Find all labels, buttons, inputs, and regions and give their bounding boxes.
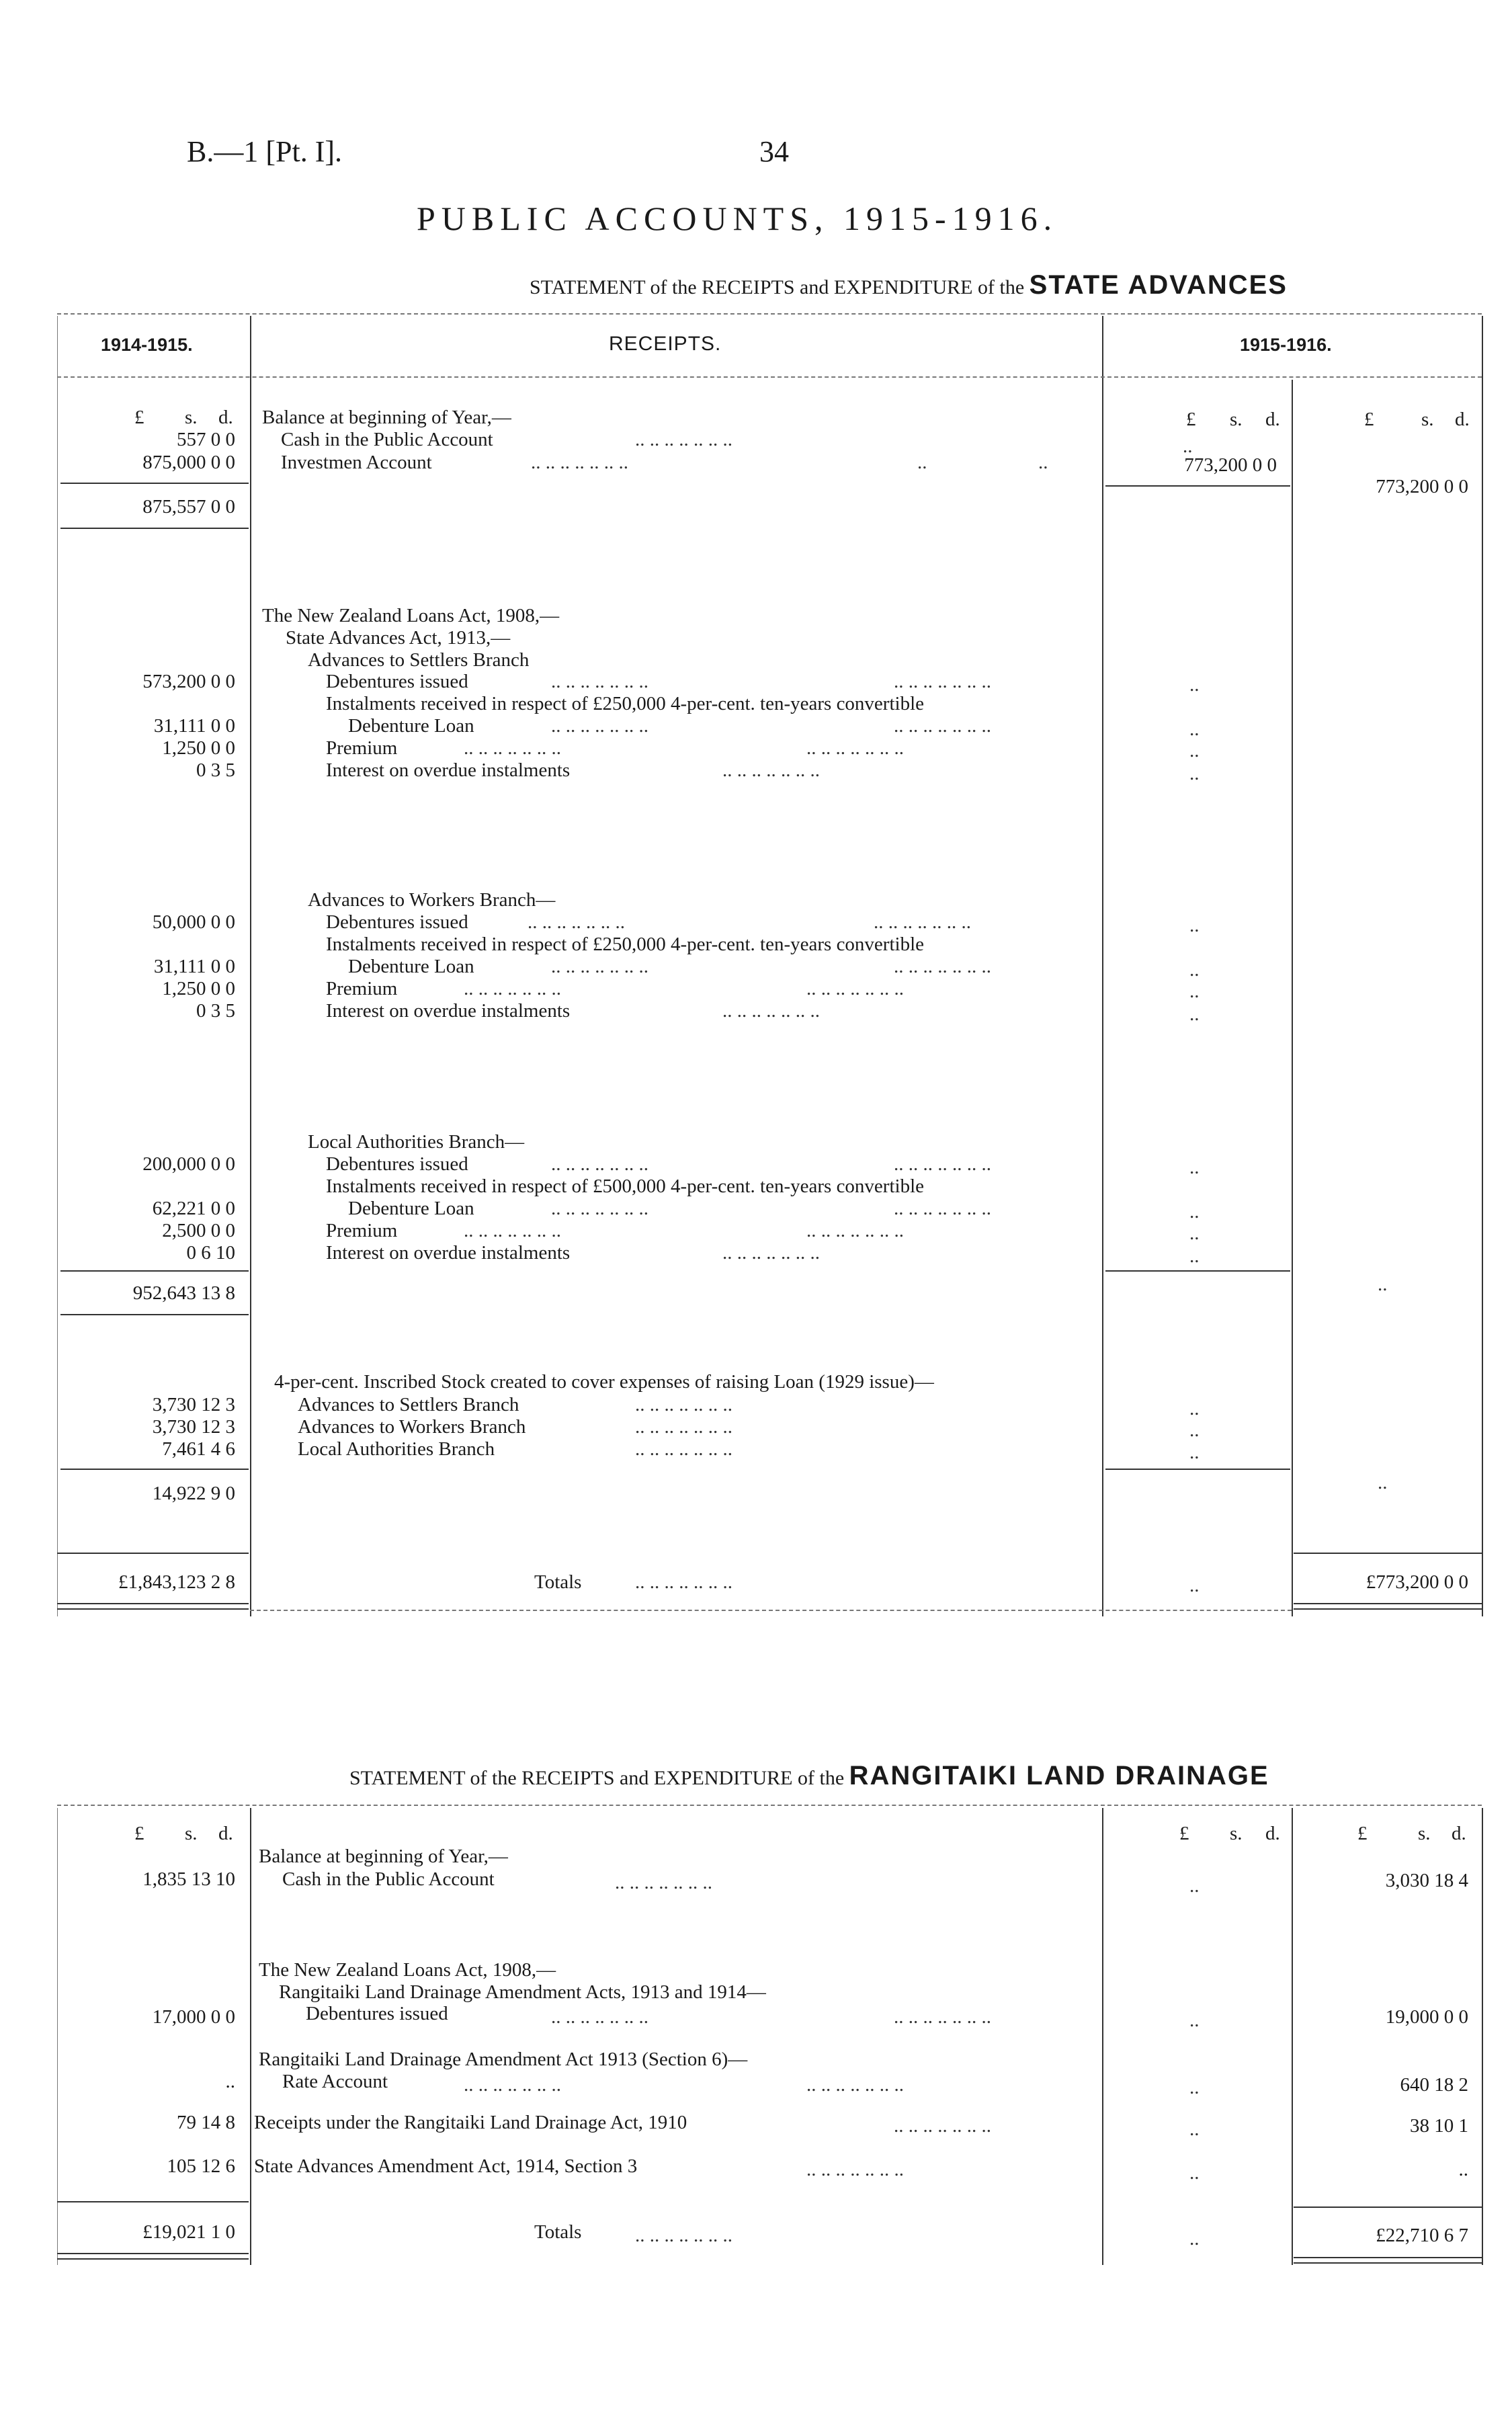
local-interest-label: Interest on overdue instalments xyxy=(326,1242,571,1264)
leader-dots: .. .. .. .. .. .. .. xyxy=(551,1153,648,1175)
pence-header: d. xyxy=(218,1823,233,1844)
settlers-interest-label: Interest on overdue instalments xyxy=(326,759,571,781)
statement-prefix: STATEMENT of the RECEIPTS and EXPENDITURE of the xyxy=(530,276,1025,298)
rangitaiki-cash-prev: 1,835 13 10 xyxy=(142,1868,235,1890)
statement-heading-state-advances xyxy=(530,270,1288,300)
local-premium-prev: 2,500 0 0 xyxy=(162,1220,235,1241)
rangitaiki-cash-label: Cash in the Public Account xyxy=(282,1868,495,1890)
pound-header: £ xyxy=(134,407,144,428)
document-reference: B.—1 [Pt. I]. xyxy=(187,135,342,168)
rangitaiki-totals-curr: £22,710 6 7 xyxy=(1376,2225,1468,2246)
blank-dots: .. xyxy=(1189,674,1200,696)
statement-name: RANGITAIKI LAND DRAINAGE xyxy=(849,1761,1269,1790)
leader-dots: .. .. .. .. .. .. .. xyxy=(464,1220,561,1241)
settlers-instalments-label: Instalments received in respect of £250,000 4-per-cent. ten-years convertible xyxy=(326,693,925,714)
state-advances-act-heading: State Advances Act, 1913,— xyxy=(286,627,511,649)
leader-dots: .. .. .. .. .. .. .. xyxy=(894,1198,991,1219)
settlers-debentures-label: Debentures issued xyxy=(326,671,468,692)
rangitaiki-receipts-curr: 38 10 1 xyxy=(1410,2115,1468,2137)
rangitaiki-loans-act: The New Zealand Loans Act, 1908,— xyxy=(259,1959,556,1981)
leader-dots: .. .. .. .. .. .. .. xyxy=(806,978,904,999)
leader-dots: .. .. .. .. .. .. .. xyxy=(464,737,561,759)
leader-dots: .. .. .. .. .. .. .. xyxy=(531,452,628,473)
shilling-header: s. xyxy=(1421,409,1434,430)
leader-dots: .. .. .. .. .. .. .. xyxy=(894,1153,991,1175)
settlers-premium-label: Premium xyxy=(326,737,398,759)
blank-dots: .. xyxy=(1189,959,1200,981)
rangitaiki-state-advances-curr: .. xyxy=(1458,2159,1468,2180)
cash-label: Cash in the Public Account xyxy=(281,429,493,450)
blank-dots: .. xyxy=(1189,740,1200,761)
column-header-1914-1915: 1914-1915. xyxy=(101,335,193,355)
statement-heading-rangitaiki xyxy=(349,1761,1269,1791)
workers-instalments-label: Instalments received in respect of £250,000 4-per-cent. ten-years convertible xyxy=(326,934,925,955)
rangitaiki-receipts-prev: 79 14 8 xyxy=(177,2112,235,2133)
blank-dots: .. xyxy=(1189,1398,1200,1419)
leader-dots: .. .. .. .. .. .. .. xyxy=(894,671,991,692)
workers-debenture-loan-label: Debenture Loan xyxy=(348,956,474,977)
leader-dots: .. .. .. .. .. .. .. xyxy=(551,671,648,692)
leader-dots: .. .. .. .. .. .. .. xyxy=(722,1242,820,1264)
settlers-branch-heading: Advances to Settlers Branch xyxy=(308,649,530,671)
leader-dots: .. .. .. .. .. .. .. xyxy=(615,1872,712,1893)
leader-dots: .. .. .. .. .. .. .. xyxy=(635,1394,732,1415)
rangitaiki-rate-act: Rangitaiki Land Drainage Amendment Act 1913 (Section 6)— xyxy=(259,2049,748,2070)
rangitaiki-rate-curr: 640 18 2 xyxy=(1400,2074,1468,2096)
workers-interest-label: Interest on overdue instalments xyxy=(326,1000,571,1022)
totals-curr: £773,200 0 0 xyxy=(1366,1571,1468,1593)
leader-dots: .. .. .. .. .. .. .. xyxy=(806,2159,904,2180)
blank-dots: .. xyxy=(1189,1157,1200,1178)
settlers-instalments-prev: 31,111 0 0 xyxy=(153,715,235,737)
blank-dots: .. xyxy=(1189,718,1200,740)
blank-dots: .. xyxy=(1189,1223,1200,1244)
investment-curr-value: 773,200 0 0 xyxy=(1184,454,1277,476)
blank-dots: .. xyxy=(1189,2228,1200,2250)
local-interest-prev: 0 6 10 xyxy=(186,1242,235,1264)
rangitaiki-amendment-acts: Rangitaiki Land Drainage Amendment Acts, 1913 and 1914— xyxy=(279,1981,766,2003)
page-title: PUBLIC ACCOUNTS, 1915-1916. xyxy=(417,200,1058,237)
page-number: 34 xyxy=(759,135,789,168)
rangitaiki-rate-prev: .. xyxy=(225,2071,235,2092)
blank-dots: .. xyxy=(1189,763,1200,784)
leader-dots: .. .. .. .. .. .. .. xyxy=(635,1438,732,1460)
leader-dots: .. .. .. .. .. .. .. xyxy=(551,956,648,977)
balance-subtotal-prev: 875,557 0 0 xyxy=(142,496,235,518)
leader-dots: .. .. .. .. .. .. .. xyxy=(894,715,991,737)
rangitaiki-debentures-label: Debentures issued xyxy=(306,2003,448,2024)
rangitaiki-state-advances-prev: 105 12 6 xyxy=(167,2155,235,2177)
blank-dots: .. xyxy=(1189,1442,1200,1463)
leader-dots: .. .. .. .. .. .. .. xyxy=(464,2074,561,2096)
rangitaiki-debentures-curr: 19,000 0 0 xyxy=(1385,2006,1468,2028)
statement-name: STATE ADVANCES xyxy=(1029,270,1288,300)
rangitaiki-totals-label: Totals xyxy=(534,2221,582,2243)
pound-header: £ xyxy=(1179,1823,1189,1844)
leader-dots: .. .. .. .. .. .. .. xyxy=(635,1416,732,1438)
leader-dots: .. .. .. .. .. .. .. xyxy=(528,911,625,933)
workers-debentures-label: Debentures issued xyxy=(326,911,468,933)
local-debentures-prev: 200,000 0 0 xyxy=(142,1153,235,1175)
leader-dots: .. .. .. .. .. .. .. xyxy=(551,2006,648,2028)
blank-dots: .. xyxy=(1183,436,1193,457)
pound-header: £ xyxy=(1357,1823,1368,1844)
settlers-debentures-prev: 573,200 0 0 xyxy=(142,671,235,692)
stock-subtotal-prev: 14,922 9 0 xyxy=(152,1483,235,1504)
local-debenture-loan-label: Debenture Loan xyxy=(348,1198,474,1219)
shilling-header: s. xyxy=(185,1823,198,1844)
pound-header: £ xyxy=(1186,409,1196,430)
blank-dots: .. xyxy=(1189,2118,1200,2140)
leader-dots: .. .. .. .. .. .. .. xyxy=(894,956,991,977)
local-premium-label: Premium xyxy=(326,1220,398,1241)
blank-dots: .. xyxy=(1378,1472,1388,1493)
shilling-header: s. xyxy=(1230,409,1243,430)
loans-subtotal-prev: 952,643 13 8 xyxy=(132,1282,235,1304)
pence-header: d. xyxy=(218,407,233,428)
stock-local-label: Local Authorities Branch xyxy=(298,1438,495,1460)
blank-dots: .. xyxy=(1189,1875,1200,1897)
settlers-interest-prev: 0 3 5 xyxy=(196,759,235,781)
blank-dots: .. xyxy=(1189,1245,1200,1267)
blank-dots: .. xyxy=(1189,915,1200,936)
blank-dots: .. xyxy=(1189,1201,1200,1223)
blank-dots: .. xyxy=(1189,1575,1200,1596)
blank-dots: .. xyxy=(1378,1274,1388,1295)
rangitaiki-totals-prev: £19,021 1 0 xyxy=(142,2221,235,2243)
workers-interest-prev: 0 3 5 xyxy=(196,1000,235,1022)
blank-dots: .. xyxy=(1189,1003,1200,1025)
loans-act-heading: The New Zealand Loans Act, 1908,— xyxy=(262,605,560,626)
rangitaiki-state-advances-label: State Advances Amendment Act, 1914, Section 3 xyxy=(254,2155,638,2177)
pence-header: d. xyxy=(1452,1823,1466,1844)
blank-dots: .. xyxy=(1189,2162,1200,2184)
stock-workers-label: Advances to Workers Branch xyxy=(298,1416,526,1438)
rangitaiki-debentures-prev: 17,000 0 0 xyxy=(152,2006,235,2028)
pound-header: £ xyxy=(1364,409,1374,430)
shilling-header: s. xyxy=(1418,1823,1431,1844)
blank-dots: .. xyxy=(1189,981,1200,1002)
leader-dots: .. xyxy=(917,452,927,473)
pence-header: d. xyxy=(1265,1823,1280,1844)
workers-branch-heading: Advances to Workers Branch— xyxy=(308,889,556,911)
leader-dots: .. .. .. .. .. .. .. xyxy=(894,2115,991,2137)
leader-dots: .. .. .. .. .. .. .. xyxy=(806,737,904,759)
stock-workers-prev: 3,730 12 3 xyxy=(152,1416,235,1438)
leader-dots: .. .. .. .. .. .. .. xyxy=(894,2006,991,2028)
investment-prev-value: 875,000 0 0 xyxy=(142,452,235,473)
local-debentures-label: Debentures issued xyxy=(326,1153,468,1175)
leader-dots: .. .. .. .. .. .. .. xyxy=(722,759,820,781)
leader-dots: .. xyxy=(1038,452,1048,473)
workers-instalments-prev: 31,111 0 0 xyxy=(153,956,235,977)
leader-dots: .. .. .. .. .. .. .. xyxy=(635,429,732,450)
blank-dots: .. xyxy=(1189,2010,1200,2031)
workers-premium-label: Premium xyxy=(326,978,398,999)
stock-heading: 4-per-cent. Inscribed Stock created to cover expenses of raising Loan (1929 issue)— xyxy=(274,1371,934,1393)
stock-settlers-label: Advances to Settlers Branch xyxy=(298,1394,519,1415)
totals-prev: £1,843,123 2 8 xyxy=(118,1571,235,1593)
stock-settlers-prev: 3,730 12 3 xyxy=(152,1394,235,1415)
cash-prev-value: 557 0 0 xyxy=(177,429,235,450)
leader-dots: .. .. .. .. .. .. .. xyxy=(551,715,648,737)
local-instalments-label: Instalments received in respect of £500,000 4-per-cent. ten-years convertible xyxy=(326,1176,925,1197)
leader-dots: .. .. .. .. .. .. .. xyxy=(806,1220,904,1241)
settlers-debenture-loan-label: Debenture Loan xyxy=(348,715,474,737)
rangitaiki-cash-curr: 3,030 18 4 xyxy=(1385,1870,1468,1891)
rangitaiki-receipts-label: Receipts under the Rangitaiki Land Drainage Act, 1910 xyxy=(254,2112,687,2133)
column-header-receipts: RECEIPTS. xyxy=(609,333,722,355)
workers-premium-prev: 1,250 0 0 xyxy=(162,978,235,999)
leader-dots: .. .. .. .. .. .. .. xyxy=(874,911,971,933)
balance-heading: Balance at beginning of Year,— xyxy=(262,407,511,428)
blank-dots: .. xyxy=(1189,2077,1200,2098)
leader-dots: .. .. .. .. .. .. .. xyxy=(635,1571,732,1593)
pound-header: £ xyxy=(134,1823,144,1844)
stock-local-prev: 7,461 4 6 xyxy=(162,1438,235,1460)
leader-dots: .. .. .. .. .. .. .. xyxy=(806,2074,904,2096)
pence-header: d. xyxy=(1265,409,1280,430)
column-header-1915-1916: 1915-1916. xyxy=(1240,335,1332,355)
rangitaiki-rate-label: Rate Account xyxy=(282,2071,388,2092)
workers-debentures-prev: 50,000 0 0 xyxy=(152,911,235,933)
statement-prefix: STATEMENT of the RECEIPTS and EXPENDITURE of the xyxy=(349,1767,845,1789)
settlers-premium-prev: 1,250 0 0 xyxy=(162,737,235,759)
leader-dots: .. .. .. .. .. .. .. xyxy=(722,1000,820,1022)
investment-label: Investmen Account xyxy=(281,452,432,473)
balance-subtotal-curr: 773,200 0 0 xyxy=(1376,476,1468,497)
rangitaiki-balance-heading: Balance at beginning of Year,— xyxy=(259,1846,508,1867)
totals-label: Totals xyxy=(534,1571,582,1593)
leader-dots: .. .. .. .. .. .. .. xyxy=(635,2225,732,2246)
pence-header: d. xyxy=(1455,409,1470,430)
blank-dots: .. xyxy=(1189,1419,1200,1441)
shilling-header: s. xyxy=(1230,1823,1243,1844)
shilling-header: s. xyxy=(185,407,198,428)
leader-dots: .. .. .. .. .. .. .. xyxy=(464,978,561,999)
leader-dots: .. .. .. .. .. .. .. xyxy=(551,1198,648,1219)
local-instalments-prev: 62,221 0 0 xyxy=(152,1198,235,1219)
local-branch-heading: Local Authorities Branch— xyxy=(308,1131,525,1153)
